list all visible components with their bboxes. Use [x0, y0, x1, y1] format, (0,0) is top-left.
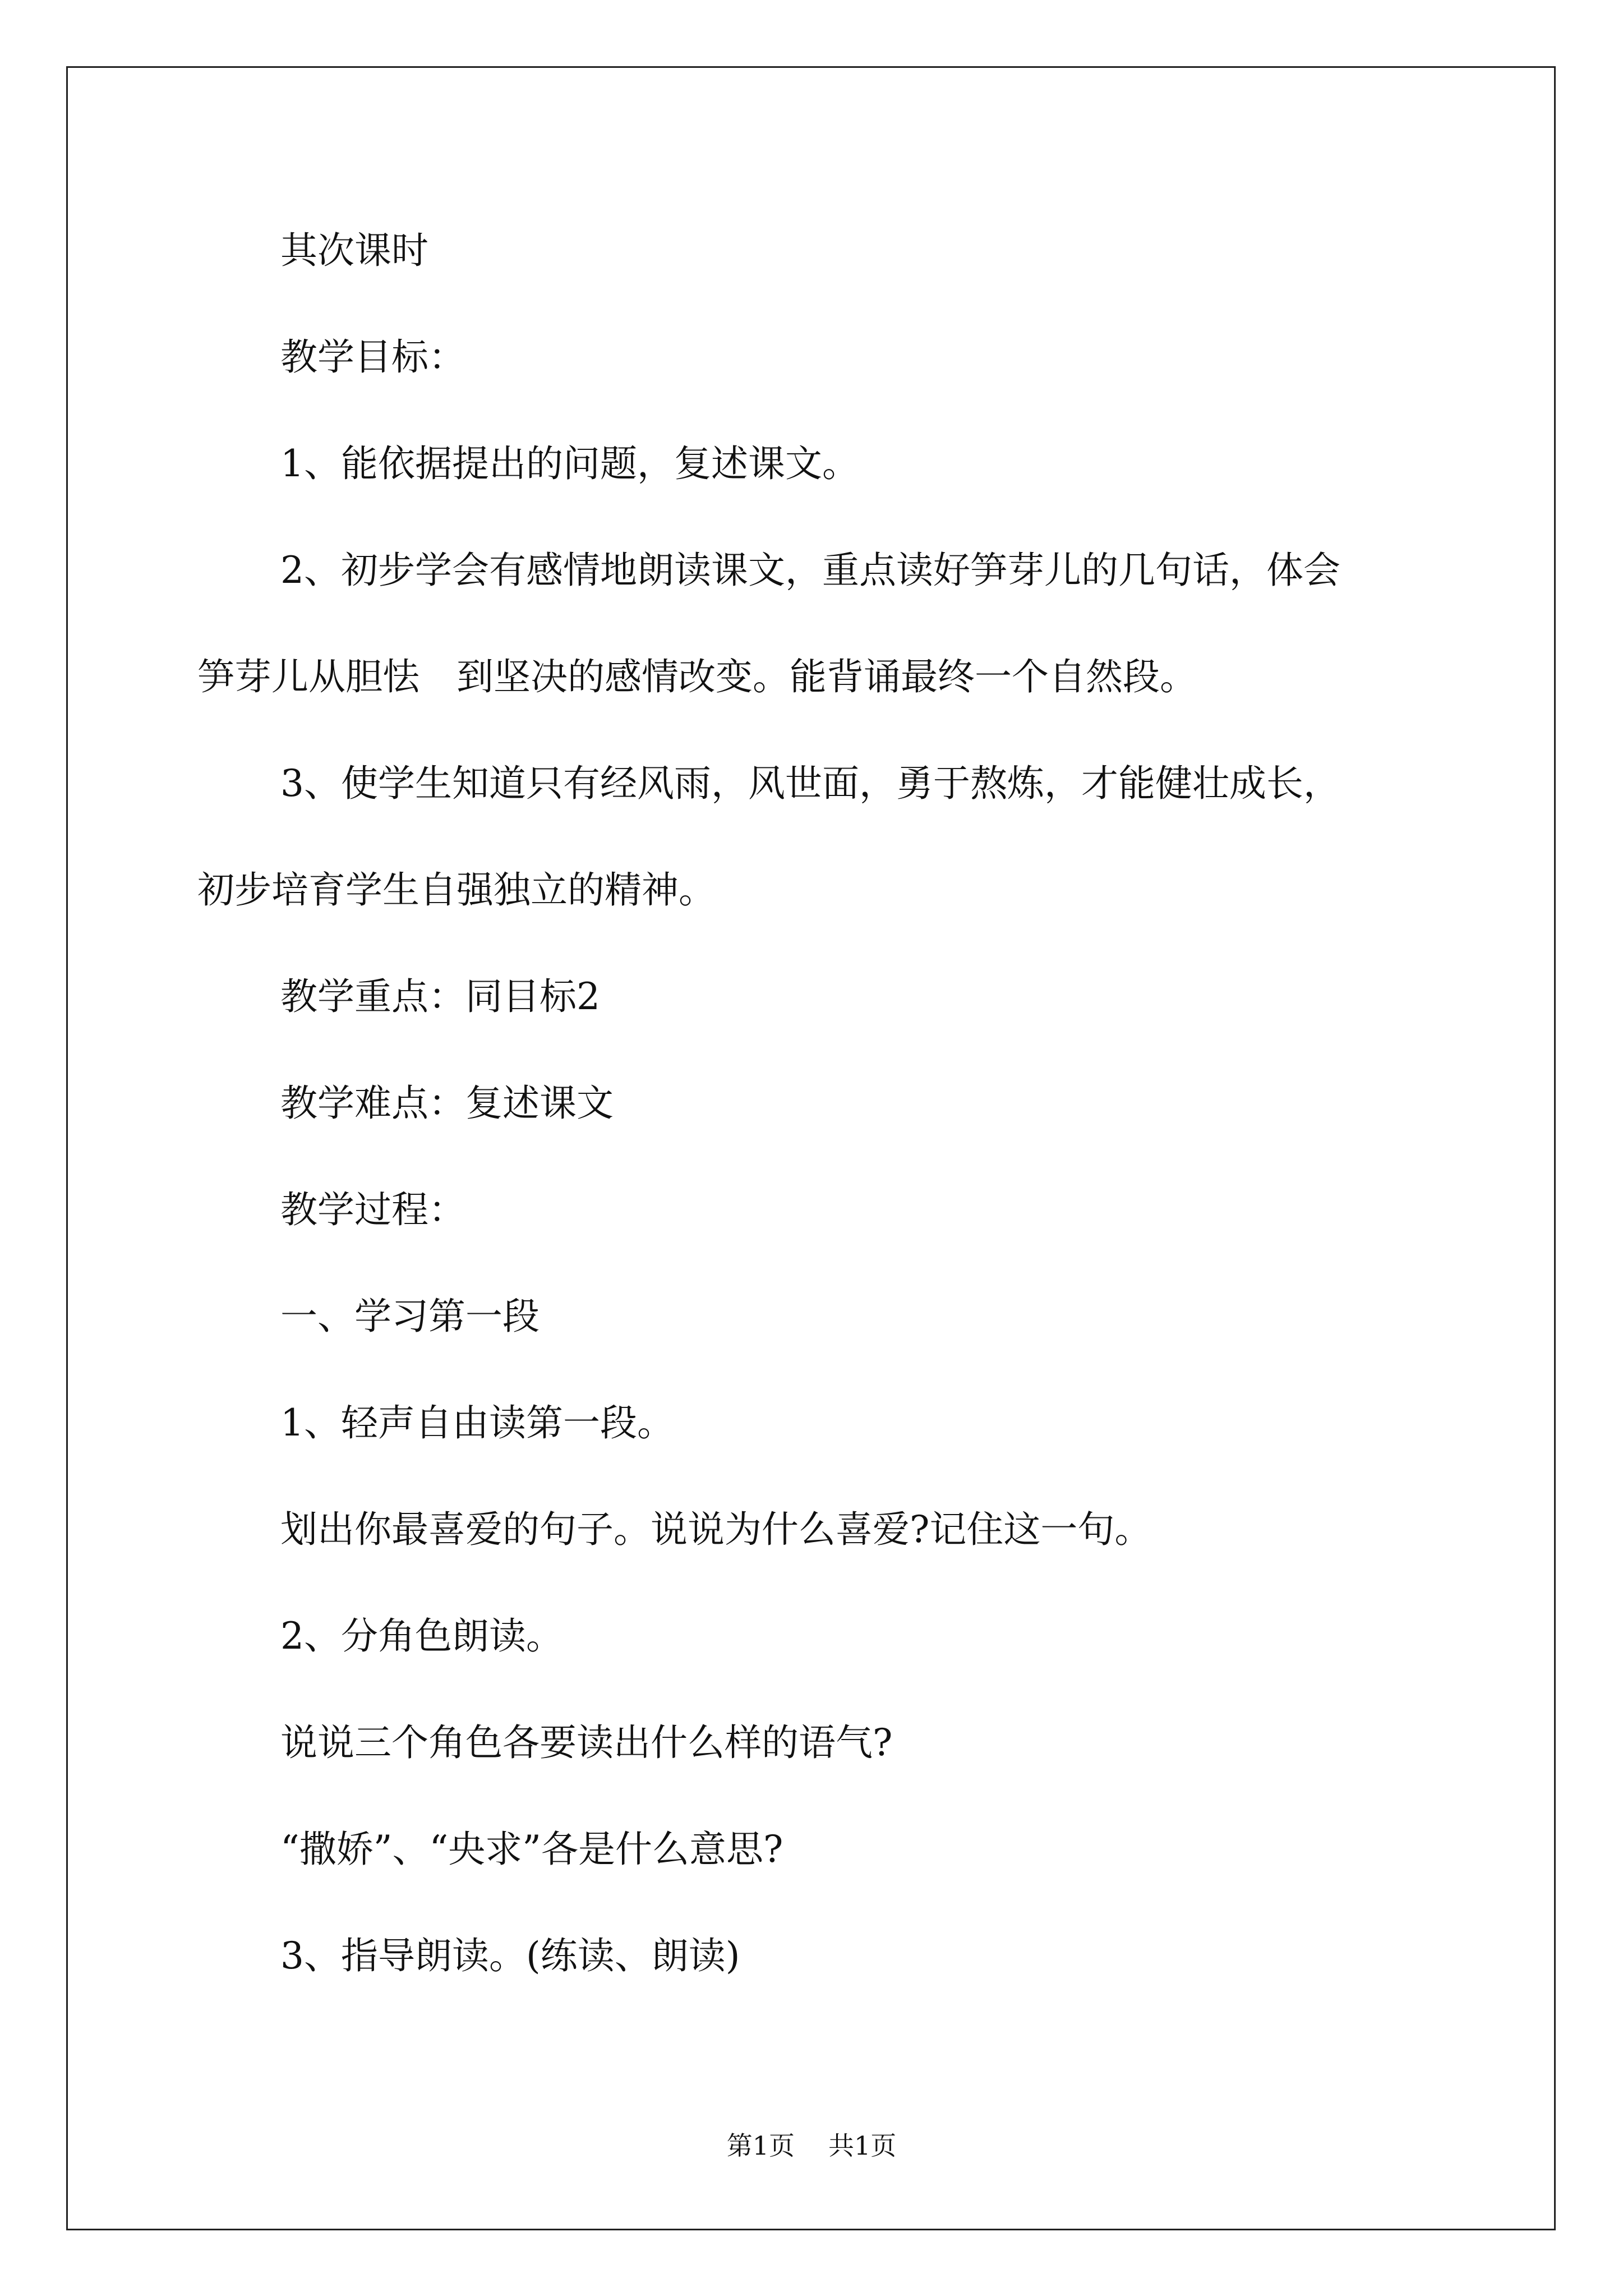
step-1: 1、轻声自由读第一段。 [280, 1401, 674, 1444]
page-footer [0, 2133, 1623, 2159]
page-total: 共1页 [828, 2131, 897, 2161]
objective-3-line-2: 初步培育学生自强独立的精神。 [197, 868, 716, 912]
difficult-point: 教学难点：复述课文 [280, 1082, 614, 1125]
objectives-heading: 教学目标： [280, 335, 465, 379]
key-point: 教学重点：同目标2 [280, 975, 600, 1018]
step-2-question-1: 说说三个角色各要读出什么样的语气? [280, 1721, 893, 1764]
objective-2-line-1: 2、初步学会有感情地朗读课文，重点读好笋芽儿的几句话，体会 [280, 549, 1340, 592]
process-heading: 教学过程： [280, 1188, 465, 1231]
lesson-heading: 其次课时 [280, 229, 428, 272]
page-number: 第1页 [726, 2131, 795, 2161]
step-2: 2、分角色朗读。 [280, 1614, 563, 1658]
step-3: 3、指导朗读。(练读、朗读) [280, 1934, 740, 1977]
objective-3-line-1: 3、使学生知道只有经风雨，风世面，勇于熬炼，才能健壮成长， [280, 762, 1340, 805]
objective-2-line-2: 笋芽儿从胆怯 到坚决的感情改变。能背诵最终一个自然段。 [197, 655, 1197, 698]
section-1-heading: 一、学习第一段 [280, 1295, 540, 1338]
page-border [66, 66, 1556, 2230]
step-1-task: 划出你最喜爱的句子。说说为什么喜爱?记住这一句。 [280, 1508, 1152, 1551]
step-2-question-2: “撒娇”、“央求”各是什么意思? [280, 1828, 783, 1871]
objective-1: 1、能依据提出的问题，复述课文。 [280, 442, 859, 485]
